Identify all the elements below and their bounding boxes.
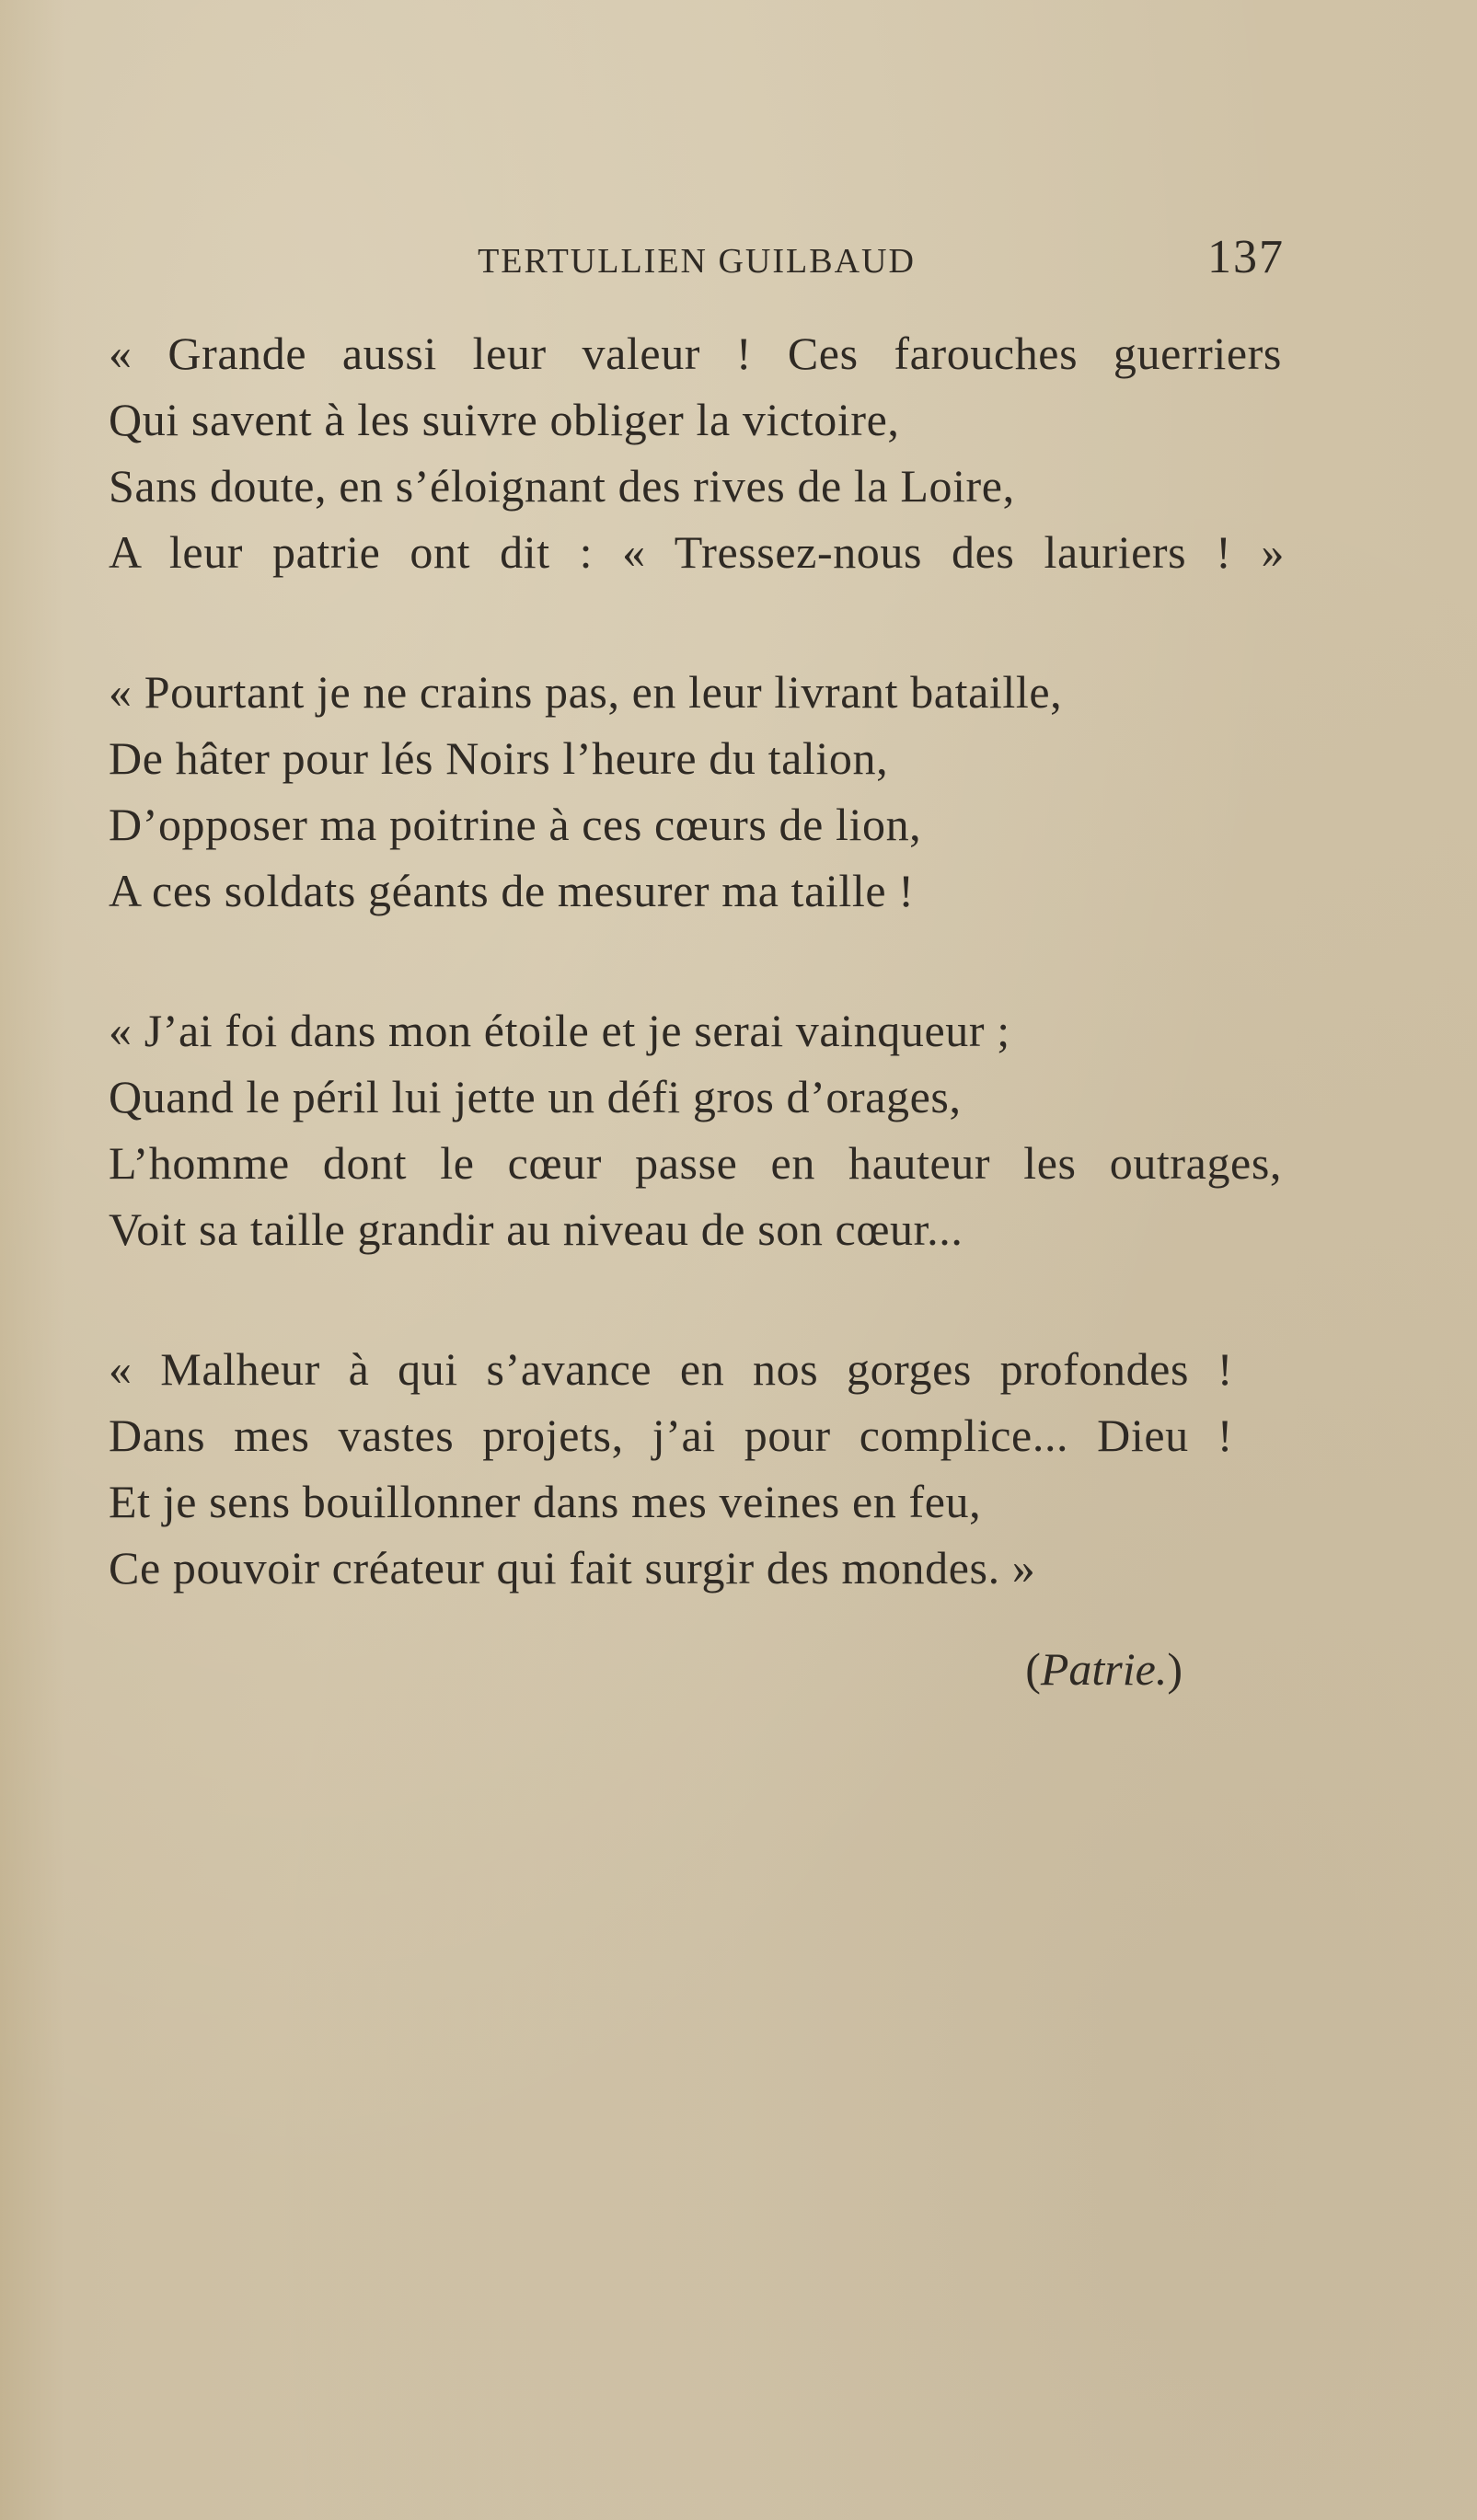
poem-line: A leur patrie ont dit : « Tressez-nous des lauriers ! »	[109, 526, 1285, 578]
source-title: Patrie.	[1040, 1643, 1168, 1695]
source-open-paren: (	[1025, 1643, 1041, 1695]
poem-line: Et je sens bouillonner dans mes veines en feu,	[109, 1476, 982, 1527]
page-number: 137	[1207, 231, 1285, 283]
poem-line: Quand le péril lui jette un défi gros d’orages,	[109, 1071, 962, 1122]
stanza-2	[109, 659, 1296, 924]
stanza-3	[109, 997, 1296, 1262]
poem-line: A ces soldats géants de mesurer ma taille !	[109, 865, 915, 916]
poem-line: De hâter pour lés Noirs l’heure du talion,	[109, 732, 889, 784]
stanza-4	[109, 1336, 1296, 1601]
stanza-1	[109, 320, 1296, 585]
poem-line: « Grande aussi leur valeur ! Ces farouches guerriers	[109, 328, 1282, 379]
poem	[109, 320, 1296, 1674]
poem-line: Ce pouvoir créateur qui fait surgir des mondes. »	[109, 1542, 1036, 1594]
poem-line: « J’ai foi dans mon étoile et je serai vainqueur ;	[109, 1005, 1010, 1056]
running-head	[109, 230, 1285, 294]
poem-line: D’opposer ma poitrine à ces cœurs de lion,	[109, 799, 922, 850]
poem-line: Qui savent à les suivre obliger la victoire,	[109, 394, 900, 445]
poem-line: Voit sa taille grandir au niveau de son cœur...	[109, 1203, 964, 1255]
poem-line: « Pourtant je ne crains pas, en leur livrant bataille,	[109, 666, 1063, 718]
poem-line: Dans mes vastes projets, j’ai pour complice... Dieu !	[109, 1410, 1233, 1461]
source-close-paren: )	[1167, 1643, 1183, 1695]
poem-line: Sans doute, en s’éloignant des rives de la Loire,	[109, 460, 1015, 512]
source-citation	[1025, 1642, 1183, 1696]
poem-line: « Malheur à qui s’avance en nos gorges profondes !	[109, 1343, 1233, 1395]
poem-line: L’homme dont le cœur passe en hauteur les outrages,	[109, 1137, 1282, 1189]
running-title: TERTULLIEN GUILBAUD	[478, 242, 916, 281]
